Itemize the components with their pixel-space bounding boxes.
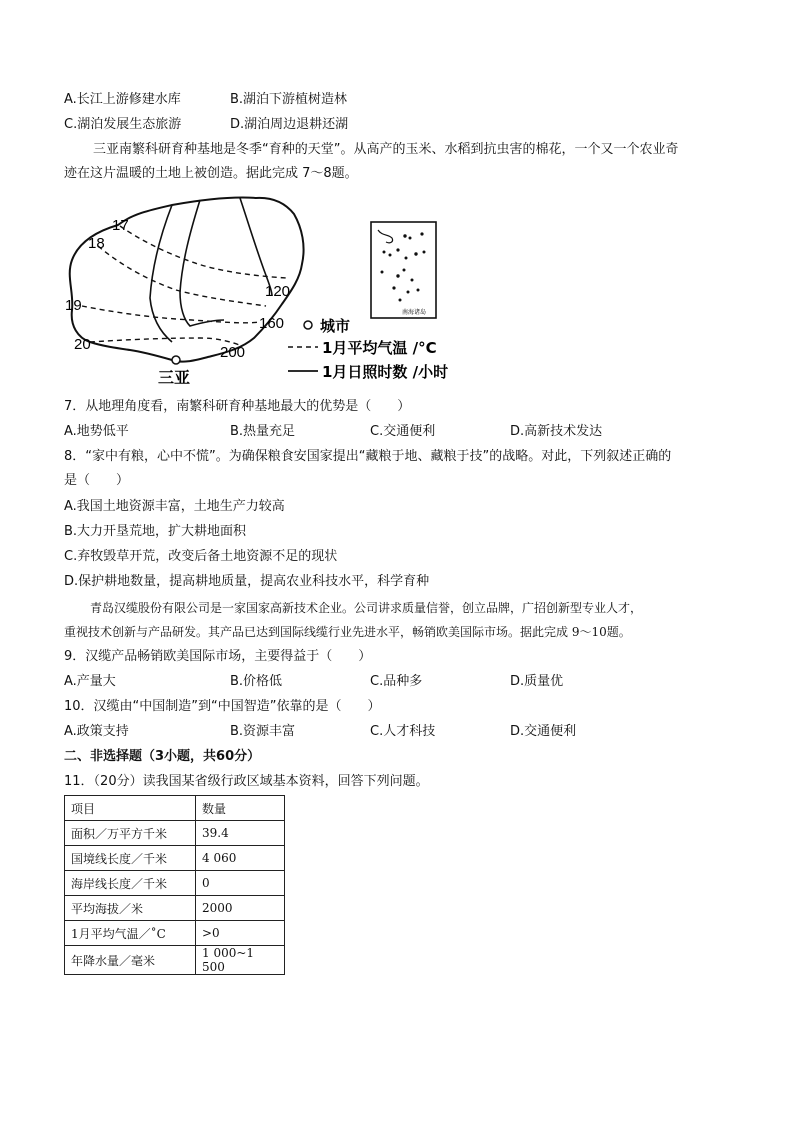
table-cell-item: 面积／万平方千米	[65, 821, 196, 846]
iso-label-20: 20	[74, 336, 91, 353]
q6-option-c: C.湖泊发展生态旅游	[64, 117, 182, 132]
q9-option-b: B.价格低	[230, 674, 283, 689]
q10-option-a: A.政策支持	[64, 724, 129, 739]
sunshine-line-200	[150, 205, 172, 342]
table-cell-item: 1月平均气温／˚C	[65, 921, 196, 946]
q7-option-b: B.热量充足	[230, 424, 296, 439]
legend-city-label: 城市	[320, 317, 351, 335]
sun-label-200: 200	[220, 344, 246, 361]
table-cell-value: >0	[196, 921, 285, 946]
table-row	[65, 946, 285, 975]
table-row	[65, 846, 285, 871]
q8-option-b: B.大力开垦荒地，扩大耕地面积	[64, 524, 247, 539]
table-row	[65, 821, 285, 846]
q6-option-d: D.湖泊周边退耕还湖	[230, 117, 349, 132]
sun-label-160: 160	[259, 315, 285, 332]
sunshine-line-120	[240, 198, 272, 296]
inset-caption: 南海诸岛	[402, 309, 427, 316]
table-cell-item: 海岸线长度／千米	[65, 871, 196, 896]
intro-7-8-line-1: 三亚南繁科研育种基地是冬季“育种的天堂”。从高产的玉米、水稻到抗虫害的棉花，一个又一个农业奇	[93, 142, 679, 157]
sunshine-line-160	[180, 200, 224, 326]
island-outline	[70, 197, 304, 361]
q8-option-d: D.保护耕地数量，提高耕地质量，提高农业科技水平，科学育种	[64, 574, 430, 589]
q7-option-a: A.地势低平	[64, 424, 129, 439]
q10-option-c: C.人才科技	[370, 724, 436, 739]
q9-option-c: C.品种多	[370, 674, 423, 689]
table-header-row	[65, 796, 285, 821]
table-row	[65, 871, 285, 896]
intro-9-10-line-1: 青岛汉缆股份有限公司是一家国家高新技术企业。公司讲求质量信誉，创立品牌，广招创新型专业人才，	[90, 601, 643, 615]
q7-option-d: D.高新技术发达	[510, 424, 603, 439]
table-cell-value: 1 000~1 500	[196, 946, 285, 975]
iso-label-17: 17	[112, 217, 129, 234]
legend-city-icon	[304, 321, 312, 329]
q6-option-b: B.湖泊下游植树造林	[230, 92, 348, 107]
intro-9-10-line-2: 重视技术创新与产品研发。其产品已达到国际线缆行业先进水平，畅销欧美国际市场。据此完成 9～10题。	[64, 625, 631, 639]
q8-option-c: C.弃牧毁草开荒，改变后备土地资源不足的现状	[64, 549, 338, 564]
isotherm-19	[82, 306, 260, 323]
city-marker-sanya	[172, 356, 180, 364]
legend-sun-label: 1月日照时数 /小时	[322, 363, 449, 381]
q10-option-b: B.资源丰富	[230, 724, 296, 739]
isotherm-17	[120, 226, 286, 278]
table-header-item: 项目	[65, 796, 196, 821]
q7-option-c: C.交通便利	[370, 424, 436, 439]
iso-label-18: 18	[88, 235, 105, 252]
q9-stem: 9．汉缆产品畅销欧美国际市场，主要得益于（ ）	[64, 649, 372, 664]
q10-option-d: D.交通便利	[510, 724, 577, 739]
city-label-sanya: 三亚	[158, 368, 191, 387]
table-header-value: 数量	[196, 796, 285, 821]
q6-option-a: A.长江上游修建水库	[64, 92, 181, 107]
q7-stem: 7．从地理角度看，南繁科研育种基地最大的优势是（ ）	[64, 399, 411, 414]
table-cell-value: 39.4	[196, 821, 285, 846]
table-cell-item: 国境线长度／千米	[65, 846, 196, 871]
iso-label-19: 19	[65, 297, 82, 314]
table-cell-value: 2000	[196, 896, 285, 921]
hainan-map-figure	[60, 192, 480, 392]
q8-option-a: A.我国土地资源丰富，土地生产力较高	[64, 499, 285, 514]
q9-option-d: D.质量优	[510, 674, 564, 689]
q11-stem: 11．（20分）读我国某省级行政区域基本资料，回答下列问题。	[64, 774, 429, 789]
q10-stem: 10．汉缆由“中国制造”到“中国智造”依靠的是（ ）	[64, 699, 381, 714]
table-cell-value: 0	[196, 871, 285, 896]
table-cell-item: 年降水量／毫米	[65, 946, 196, 975]
table-cell-value: 4 060	[196, 846, 285, 871]
province-data-table	[64, 795, 285, 975]
table-row	[65, 896, 285, 921]
section-2-heading: 二、非选择题（3小题，共60分）	[64, 749, 261, 764]
legend-temp-label: 1月平均气温 /°C	[322, 339, 437, 357]
q9-option-a: A.产量大	[64, 674, 116, 689]
sun-label-120: 120	[265, 283, 291, 300]
inset-island-dots	[378, 230, 425, 301]
intro-7-8-line-2: 迹在这片温暖的土地上被创造。据此完成 7～8题。	[64, 166, 358, 181]
table-cell-item: 平均海拔／米	[65, 896, 196, 921]
q8-stem-line-1: 8．“家中有粮，心中不慌”。为确保粮食安国家提出“藏粮于地、藏粮于技”的战略。对此，下列叙述正确的	[64, 449, 672, 464]
q8-stem-line-2: 是（ ）	[64, 473, 130, 488]
table-row	[65, 921, 285, 946]
